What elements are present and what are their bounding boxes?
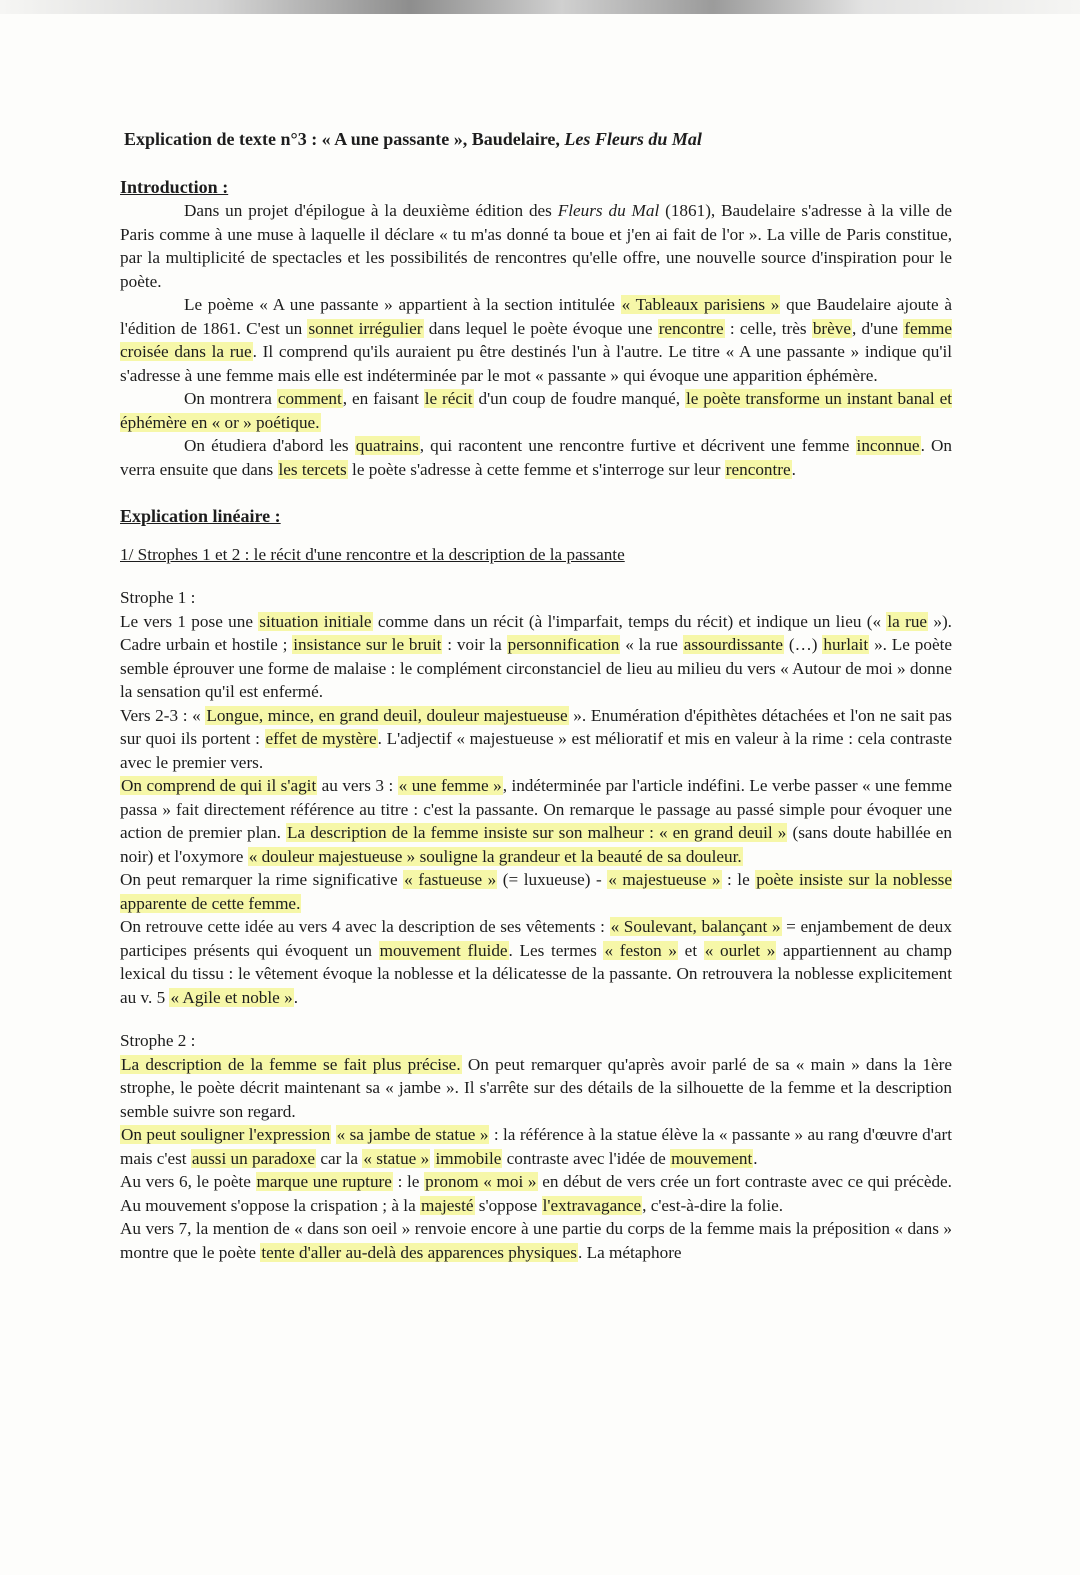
strophe-2-label: Strophe 2 :: [120, 1031, 196, 1050]
strophe-2-paragraph-2: On peut souligner l'expression « sa jambe de statue » : la référence à la statue élève la « passante » au rang d'œuvre d'art mais c'est aussi un paradoxe car la « statue » immobile contraste avec l'idée de mouvement.: [120, 1125, 952, 1168]
intro-paragraph-1: Dans un projet d'épilogue à la deuxième édition des Fleurs du Mal (1861), Baudelaire s'adresse à la ville de Paris comme à une muse à laquelle il déclare « tu m'as donné ta boue et j'en ai fait de l'or ». La ville de Paris constitue, par la multiplicité de spectacles et les possibilités de rencontres qu'elle offre, une nouvelle source d'inspiration pour le poète.: [120, 201, 953, 291]
scan-edge-shadow: [0, 0, 1080, 14]
strophe-2-paragraph-1: La description de la femme se fait plus précise. On peut remarquer qu'après avoir parlé de sa « main » dans la 1ère strophe, le poète décrit maintenant sa « jambe ». Il s'arrête sur des détails de la silhouette de la femme et la description semble suivre son regard.: [120, 1054, 953, 1121]
document-page: [120, 118, 952, 1264]
strophe-1-paragraph-1: Le vers 1 pose une situation initiale comme dans un récit (à l'imparfait, temps du récit) et indique un lieu (« la rue »). Cadre urbain et hostile ; insistance sur le bruit : voir la personnification « la rue assourdissante (…) hurlait ». Le poète semble éprouver une forme de malaise : le complément circonstanciel de lieu au milieu du vers « Autour de moi » donne la sensation qu'il est enfermé.: [120, 611, 952, 701]
strophe-1-paragraph-2: Vers 2-3 : « Longue, mince, en grand deuil, douleur majestueuse ». Enumération d'épithètes détachées et l'on ne sait pas sur quoi ils portent : effet de mystère. L'adjectif « majestueuse » est mélioratif et mis en valeur à la rime : cela contraste avec le premier vers.: [120, 705, 952, 772]
part-1-heading: 1/ Strophes 1 et 2 : le récit d'une rencontre et la description de la passante: [120, 544, 625, 564]
strophe-1-paragraph-3: On comprend de qui il s'agit au vers 3 : « une femme », indéterminée par l'article indéfini. Le verbe passer « une femme passa » fait directement référence au titre : c'est la passante. On remarque le passage au passé simple pour évoquer une action de premier plan. La description de la femme insiste sur son malheur : « en grand deuil » (sans doute habillée en noir) et l'oxymore « douleur majestueuse » souligne la grandeur et la beauté de sa douleur.: [120, 776, 952, 866]
intro-paragraph-2: Le poème « A une passante » appartient à la section intitulée « Tableaux parisiens » que Baudelaire ajoute à l'édition de 1861. C'est un sonnet irrégulier dans lequel le poète évoque une rencontre : celle, très brève, d'une femme croisée dans la rue. Il comprend qu'ils auraient pu être destinés l'un à l'autre. Le titre « A une passante » indique qu'il s'adresse à une femme mais elle est indéterminée par le mot « passante » qui évoque une apparition éphémère.: [120, 295, 952, 385]
document-title: Explication de texte n°3 : « A une passante », Baudelaire, Les Fleurs du Mal: [124, 129, 702, 149]
introduction-heading: Introduction :: [120, 176, 229, 197]
strophe-2-paragraph-4: Au vers 7, la mention de « dans son oeil » renvoie encore à une partie du corps de la femme mais la préposition « dans » montre que le poète tente d'aller au-delà des apparences physiques. La métaphore: [120, 1219, 952, 1262]
strophe-1-paragraph-5: On retrouve cette idée au vers 4 avec la description de ses vêtements : « Soulevant, balançant » = enjambement de deux participes présents qui évoquent un mouvement fluide. Les termes « feston » et « ourlet » appartiennent au champ lexical du tissu : le vêtement évoque la noblesse et la délicatesse de la passante. On retrouvera la noblesse explicitement au v. 5 « Agile et noble ».: [120, 917, 952, 1007]
strophe-2-paragraph-3: Au vers 6, le poète marque une rupture : le pronom « moi » en début de vers crée un fort contraste avec ce qui précède. Au mouvement s'oppose la crispation ; à la majesté s'oppose l'extravagance, c'est-à-dire la folie.: [120, 1172, 952, 1215]
intro-paragraph-4: On étudiera d'abord les quatrains, qui racontent une rencontre furtive et décrivent une femme inconnue. On verra ensuite que dans les tercets le poète s'adresse à cette femme et s'interroge sur leur rencontre.: [120, 436, 952, 479]
strophe-1-paragraph-4: On peut remarquer la rime significative « fastueuse » (= luxueuse) - « majestueuse » : le poète insiste sur la noblesse apparente de cette femme.: [120, 870, 953, 913]
work-title: Les Fleurs du Mal: [564, 129, 702, 149]
strophe-1-label: Strophe 1 :: [120, 588, 196, 607]
explication-heading: Explication linéaire :: [120, 506, 281, 526]
intro-paragraph-3: On montrera comment, en faisant le récit d'un coup de foudre manqué, le poète transforme un instant banal et éphémère en « or » poétique.: [120, 389, 952, 432]
